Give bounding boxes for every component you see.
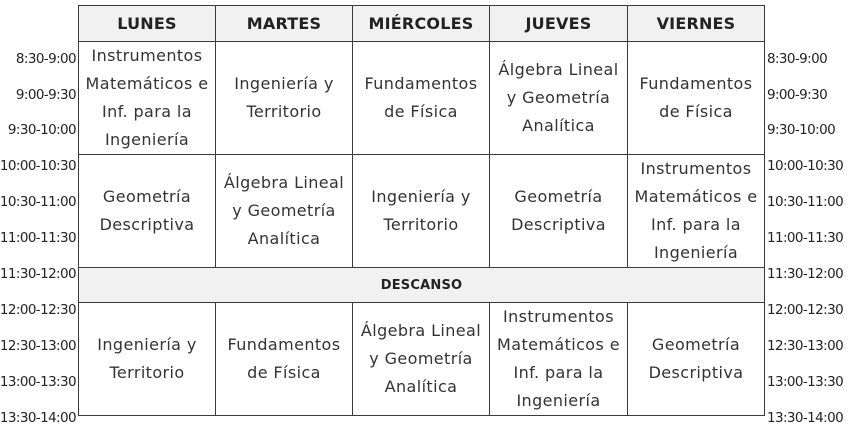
class-name: Fundamentos de Física [639, 74, 753, 121]
class-cell [490, 303, 628, 416]
weekly-schedule-table [78, 5, 765, 416]
time-label: 9:00-9:30 [15, 87, 76, 103]
class-cell [79, 155, 216, 268]
time-label: 8:30-9:00 [15, 51, 76, 67]
time-label: 10:00-10:30 [0, 158, 76, 174]
class-name: Geometría Descriptiva [648, 335, 744, 382]
schedule-block-row [79, 303, 765, 416]
schedule-block-row [79, 42, 765, 155]
time-label: 13:00-13:30 [767, 374, 844, 390]
break-label: DESCANSO [79, 268, 765, 303]
time-label: 9:30-10:00 [767, 122, 836, 138]
time-label: 13:30-14:00 [0, 410, 76, 426]
break-row [79, 268, 765, 303]
time-label: 9:30-10:00 [7, 122, 76, 138]
class-cell [628, 155, 765, 268]
class-cell [353, 303, 490, 416]
class-name: Ingeniería y Territorio [371, 187, 471, 234]
time-label: 12:30-13:00 [0, 338, 76, 354]
class-name: Instrumentos Matemáticos e Inf. para la Ingeniería [634, 159, 758, 262]
time-label: 11:30-12:00 [767, 266, 844, 282]
time-label: 12:00-12:30 [767, 302, 844, 318]
class-name: Fundamentos de Física [227, 335, 341, 382]
class-name: Geometría Descriptiva [99, 187, 195, 234]
class-cell [628, 42, 765, 155]
class-name: Álgebra Lineal y Geometría Analítica [360, 321, 482, 396]
class-name: Fundamentos de Física [364, 74, 478, 121]
class-name: Ingeniería y Territorio [97, 335, 197, 382]
time-label: 10:30-11:00 [0, 194, 76, 210]
class-name: Instrumentos Matemáticos e Inf. para la Ingeniería [85, 46, 209, 149]
day-header-friday: VIERNES [628, 6, 765, 42]
class-name: Geometría Descriptiva [511, 187, 606, 234]
day-header-wednesday: MIÉRCOLES [353, 6, 490, 42]
class-name: Ingeniería y Territorio [234, 74, 334, 121]
day-header-tuesday: MARTES [216, 6, 353, 42]
day-header-monday: LUNES [79, 6, 216, 42]
class-cell [490, 155, 628, 268]
class-cell [79, 303, 216, 416]
schedule-block-row [79, 155, 765, 268]
class-cell [353, 155, 490, 268]
time-label: 12:00-12:30 [0, 302, 76, 318]
time-label: 9:00-9:30 [767, 87, 828, 103]
time-label: 11:00-11:30 [0, 230, 76, 246]
class-cell [216, 42, 353, 155]
time-label: 13:00-13:30 [0, 374, 76, 390]
time-label: 10:00-10:30 [767, 158, 844, 174]
class-cell [216, 155, 353, 268]
class-cell [490, 42, 628, 155]
class-cell [216, 303, 353, 416]
day-header-row [79, 6, 765, 42]
time-label: 11:30-12:00 [0, 266, 76, 282]
class-cell [353, 42, 490, 155]
time-label: 13:30-14:00 [767, 410, 844, 426]
time-label: 12:30-13:00 [767, 338, 844, 354]
class-name: Álgebra Lineal y Geometría Analítica [223, 173, 345, 248]
day-header-thursday: JUEVES [490, 6, 628, 42]
class-cell [79, 42, 216, 155]
class-cell [628, 303, 765, 416]
class-name: Álgebra Lineal y Geometría Analítica [498, 60, 619, 135]
time-label: 11:00-11:30 [767, 230, 844, 246]
class-name: Instrumentos Matemáticos e Inf. para la Ingeniería [497, 307, 620, 410]
time-label: 8:30-9:00 [767, 51, 828, 67]
time-label: 10:30-11:00 [767, 194, 844, 210]
